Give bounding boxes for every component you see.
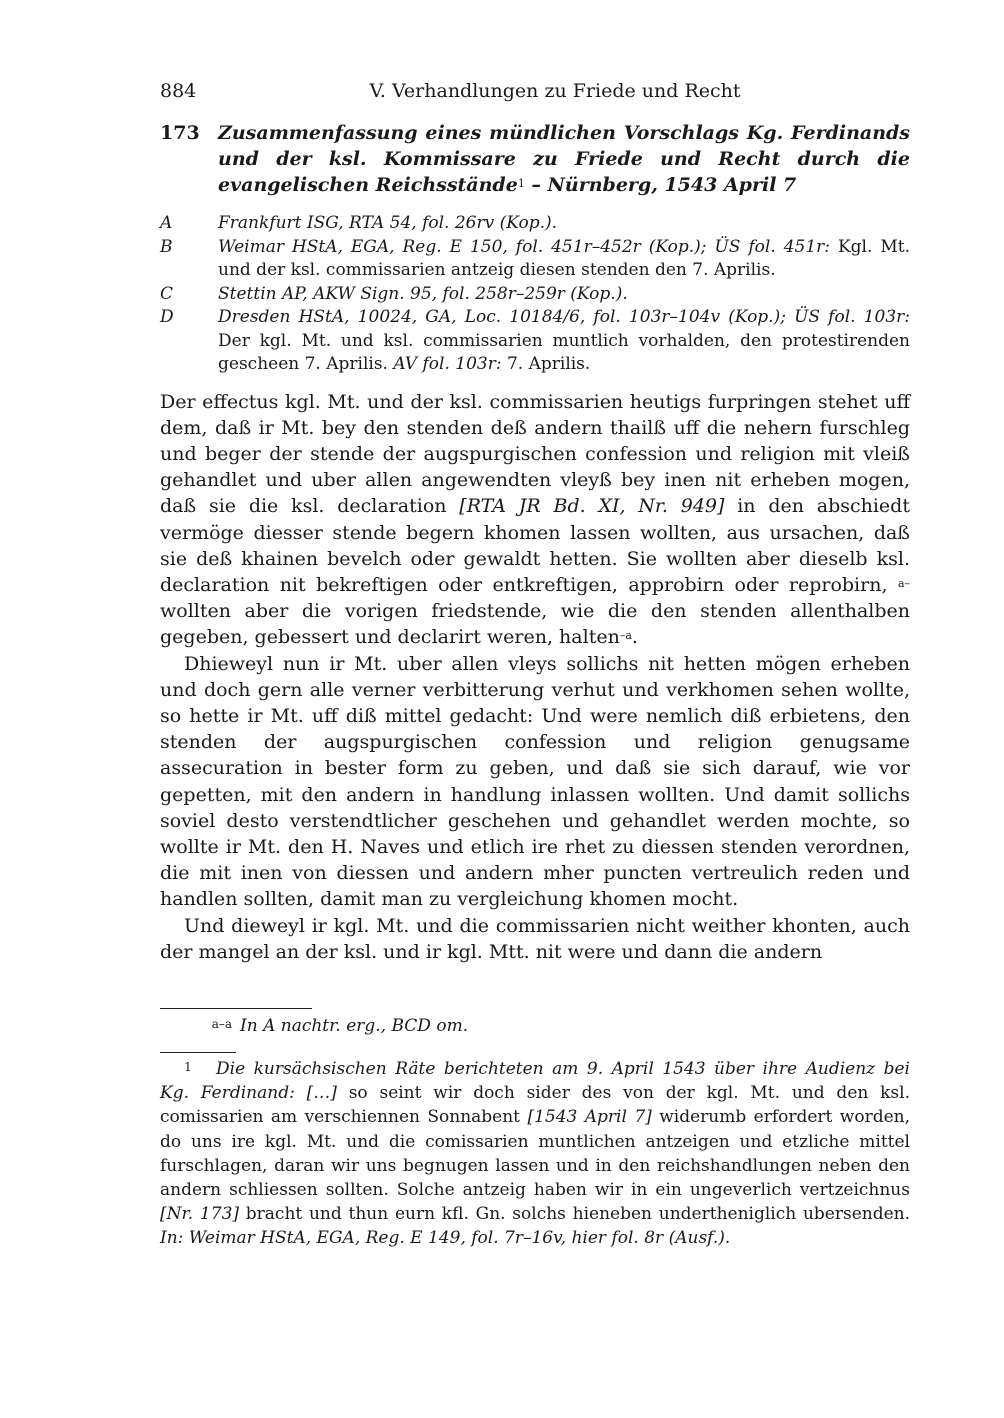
source-text: Weimar HStA, EGA, Reg. E 150, fol. 451r–452r (Kop.); ÜS fol. 451r: Kgl. Mt. und der ksl. commissarien antzeig diesen stenden den 7. Aprilis. — [218, 236, 911, 280]
paragraph: Dhieweyl nun ir Mt. uber allen vleys sollichs nit hetten mögen erheben und doch gern alle verner verbitterung verhut und verkhomen sehen wollte, so hette ir Mt. uff diß mittel gedacht: Und were nemlich diß erbietens, den stenden der augspurgischen confession und religion genugsame assecuration in bester form zu geben, und daß sie sich darauf, wie vor gepetten, mit den andern in handlung inlassen wollten. Und damit sollichs soviel desto verstendtlicher geschehen und gehandlet werden mochte, so wollte ir Mt. den H. Naves und etlich ire rhet zu diessen stenden verordnen, die mit inen von diessen und andern mher puncten vertreulich reden und handlen sollten, damit man zu vergleichung khomen mocht. — [160, 652, 910, 911]
page-header — [160, 76, 910, 110]
page — [160, 76, 910, 965]
source-text: Dresden HStA, 10024, GA, Loc. 10184/6, fol. 103r–104v (Kop.); ÜS fol. 103r: Der kgl. Mt. und ksl. commissarien muntlich vorhalden, den protestirenden gescheen 7. Aprilis. AV fol. 103r: 7. Aprilis. — [218, 307, 910, 374]
paragraph: Und dieweyl ir kgl. Mt. und die commissarien nicht weither khonten, auch der mangel an der ksl. und ir kgl. Mtt. nit were und dann die andern — [160, 914, 910, 963]
source-entry — [160, 212, 910, 236]
paragraph: Der effectus kgl. Mt. und der ksl. commissarien heutigs furpringen stehet uff dem, daß ir Mt. bey den stenden deß andern thailß uff die nehern furschleg und beger der stende der augspurgischen confession und religion mit vleiß gehandlet und uber allen angewendten vleyß bey inen nit erheben mogen, daß sie die ksl. declaration [RTA JR Bd. XI, Nr. 949] in den abschiedt vermöge diesser stende begern khomen lassen wollten, aus ursachen, daß sie deß khainen bevelch oder gewaldt hetten. Sie wollten aber dieselb ksl. declaration nit bekreftigen oder entkreftigen, approbirn oder reprobirn, $^{a-}$wollten aber die vorigen friedstende, wie die den stenden allenthalben gegeben, gebessert und declarirt weren, halten$^{-a}$. — [160, 390, 910, 649]
source-siglum: C — [160, 283, 174, 304]
source-siglum: A — [160, 213, 173, 233]
source-siglum: D — [160, 307, 174, 327]
document-title-text — [218, 120, 910, 198]
footnote-rule — [160, 1008, 312, 1009]
source-list — [160, 212, 910, 377]
reference: [RTA JR Bd. XI, Nr. 949] — [459, 495, 725, 518]
running-title: V. Verhandlungen zu Friede und Recht — [369, 80, 741, 102]
document-number: 173 — [160, 122, 200, 144]
commentary-footnotes — [160, 1052, 910, 1251]
document-title — [160, 120, 910, 198]
title-part-1: Zusammenfassung eines mündlichen Vorschlags Kg. Ferdinands und der ksl. Kommissare zu Friede und Recht durch die evangelischen Reichsstände — [218, 122, 910, 196]
footnote-rule — [160, 1052, 236, 1053]
title-footnote-ref: 1 — [517, 177, 525, 190]
source-entry — [160, 283, 910, 307]
source-text: Frankfurt ISG, RTA 54, fol. 26rv (Kop.). — [218, 213, 558, 233]
footnote-1: 1 Die kursächsischen Räte berichteten am 9. April 1543 über ihre Audienz bei Kg. Ferdinand: […] so seint wir doch sider des von der kgl. Mt. und den ksl. comissarien am verschiennen Sonnabent [1543 April 7] widerumb erfordert worden, do uns ire kgl. Mt. und die comissarien muntlichen antzeigen und etzliche mittel furschlagen, daran wir uns begnugen lassen und in den reichshandlungen neben den andern schliessen sollten. Solche antzeig haben wir in ein ungeverlich vertzeichnus [Nr. 173] bracht und thun eurn kfl. Gn. solchs hieneben undertheniglich ubersenden. In: Weimar HStA, EGA, Reg. E 149, fol. 7r–16v, hier fol. 8r (Ausf.). — [160, 1057, 910, 1251]
source-entry — [160, 236, 910, 283]
apparatus-note — [160, 1015, 910, 1038]
page-number: 884 — [160, 80, 197, 102]
title-part-2: – Nürnberg, 1543 April 7 — [524, 174, 797, 196]
main-text — [160, 389, 910, 965]
apparatus-mark: a–a — [211, 1017, 232, 1031]
variant-mark: –a — [619, 629, 632, 643]
footnote-number: 1 — [184, 1060, 192, 1074]
source-siglum: B — [160, 236, 173, 257]
source-text: Stettin AP, AKW Sign. 95, fol. 258r–259r (Kop.). — [218, 283, 628, 304]
textual-apparatus — [160, 1008, 910, 1038]
variant-mark: a– — [897, 576, 910, 590]
apparatus-text: In A nachtr. erg., BCD om. — [240, 1016, 469, 1036]
source-entry — [160, 306, 910, 377]
